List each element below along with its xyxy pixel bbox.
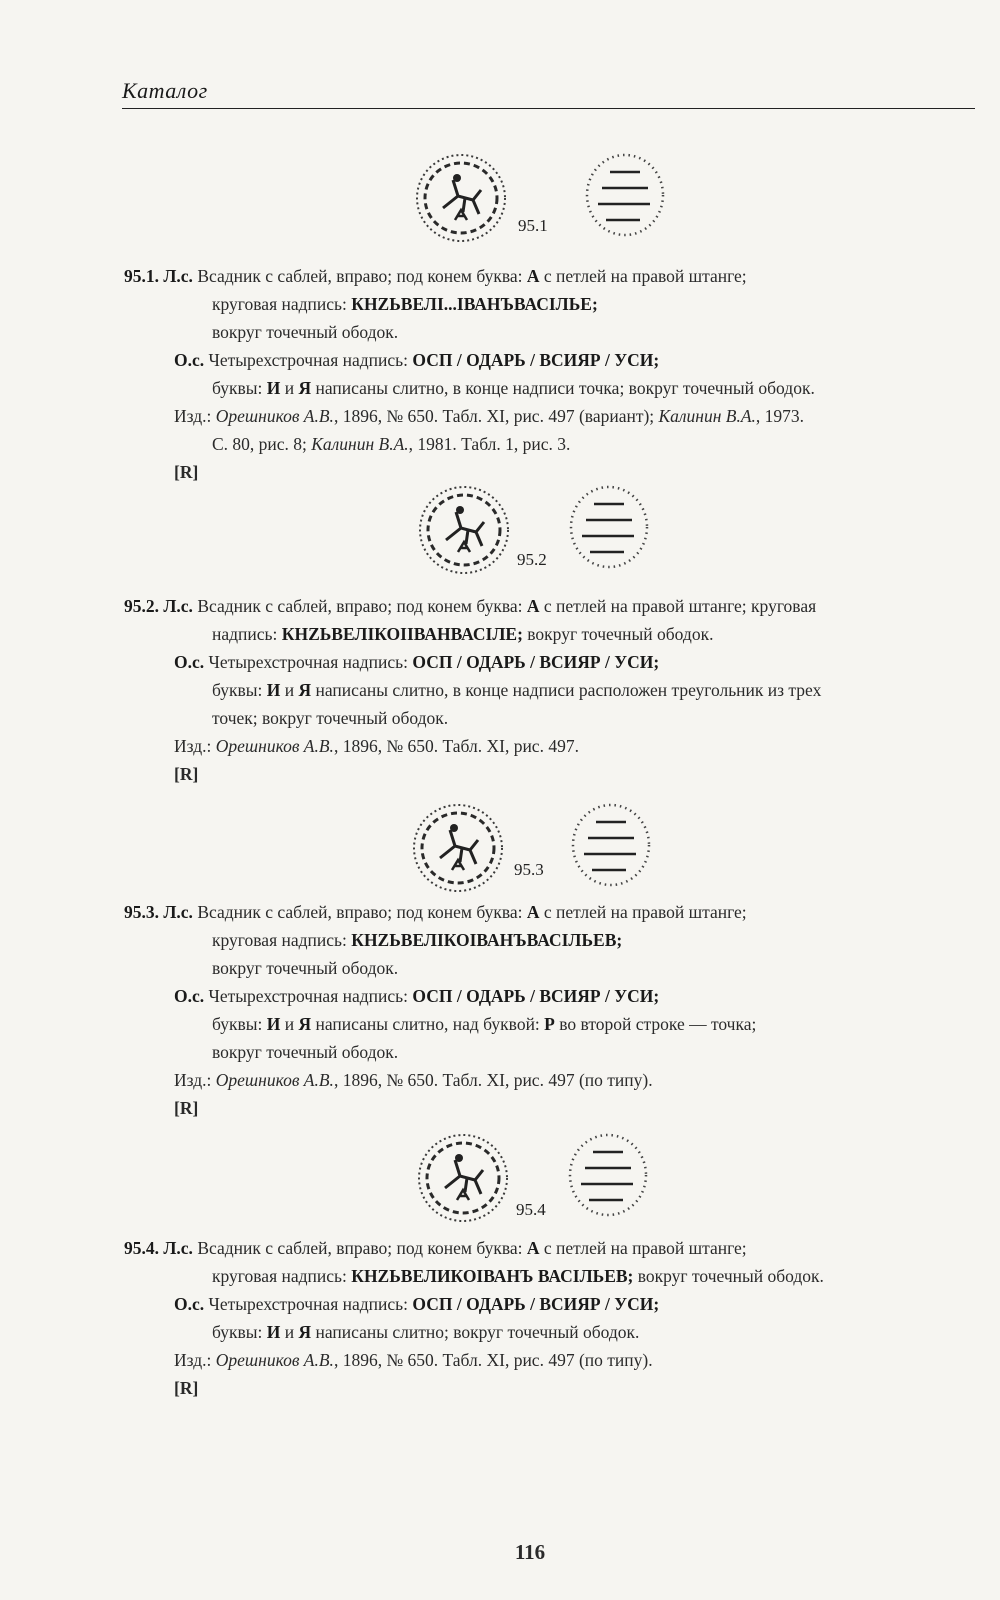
header-title: Каталог <box>122 78 208 103</box>
catalog-entry-95-4: 95.4. Л.с. Всадник с саблей, вправо; под конем буква: А с петлей на правой штанге; круговая надпись: КНZЬВЕЛИКОIВАНЪ ВАСIЛЬЕВ; вокруг точечный ободок. О.с. Четырехстрочная надпись: ОСП / ОДАРЬ / ВСИЯР / УСИ; буквы: И и Я написаны слитно; вокруг точечный ободок. Изд.: Орешников А.В., 1896, № 650. Табл. XI, рис. 497 (по типу). [R] <box>124 1234 984 1402</box>
figure-label: 95.1 <box>518 216 548 235</box>
rarity-mark: [R] <box>174 1098 199 1118</box>
coin-reverse-image <box>582 150 668 240</box>
coin-figure-95-2 <box>410 482 680 582</box>
coin-obverse-image <box>415 1130 511 1226</box>
coin-reverse-image <box>568 800 654 890</box>
running-header <box>122 78 975 109</box>
page-number: 116 <box>514 1540 546 1564</box>
rarity-mark: [R] <box>174 764 199 784</box>
catalog-entry-95-3: 95.3. Л.с. Всадник с саблей, вправо; под конем буква: А с петлей на правой штанге; круговая надпись: КНZЬВЕЛIКОIВАНЪВАСIЛЬЕВ; вокруг точечный ободок. О.с. Четырехстрочная надпись: ОСП / ОДАРЬ / ВСИЯР / УСИ; буквы: И и Я написаны слитно, над буквой: Р во второй строке — точка; вокруг точечный ободок. Изд.: Орешников А.В., 1896, № 650. Табл. XI, рис. 497 (по типу). [R] <box>124 898 984 1122</box>
rarity-mark: [R] <box>174 462 199 482</box>
coin-obverse-image <box>410 800 506 896</box>
coin-reverse-image <box>566 482 652 572</box>
catalog-entry-95-1: 95.1. Л.с. Всадник с саблей, вправо; под конем буква: А с петлей на правой штанге; круговая надпись: КНZЬВЕЛI...IВАНЪВАСIЛЬЕ; вокруг точечный ободок. О.с. Четырехстрочная надпись: ОСП / ОДАРЬ / ВСИЯР / УСИ; буквы: И и Я написаны слитно, в конце надписи точка; вокруг точечный ободок. Изд.: Орешников А.В., 1896, № 650. Табл. XI, рис. 497 (вариант); Калинин В.А., 1973. С. 80, рис. 8; Калинин В.А., 1981. Табл. 1, рис. 3. [R] <box>124 262 984 486</box>
coin-obverse-image <box>413 150 509 246</box>
coin-figure-95-1 <box>410 150 680 250</box>
coin-figure-95-4 <box>410 1130 680 1230</box>
catalog-entry-95-2: 95.2. Л.с. Всадник с саблей, вправо; под конем буква: А с петлей на правой штанге; круговая надпись: КНZЬВЕЛIКОIIВАНВАСIЛЕ; вокруг точечный ободок. О.с. Четырехстрочная надпись: ОСП / ОДАРЬ / ВСИЯР / УСИ; буквы: И и Я написаны слитно, в конце надписи расположен треугольник из трех точек; вокруг точечный ободок. Изд.: Орешников А.В., 1896, № 650. Табл. XI, рис. 497. [R] <box>124 592 984 788</box>
figure-label: 95.3 <box>514 860 544 879</box>
figure-label: 95.2 <box>517 550 547 569</box>
coin-reverse-image <box>565 1130 651 1220</box>
figure-label: 95.4 <box>516 1200 546 1219</box>
coin-obverse-image <box>416 482 512 578</box>
rarity-mark: [R] <box>174 1378 199 1398</box>
coin-figure-95-3 <box>410 800 680 900</box>
